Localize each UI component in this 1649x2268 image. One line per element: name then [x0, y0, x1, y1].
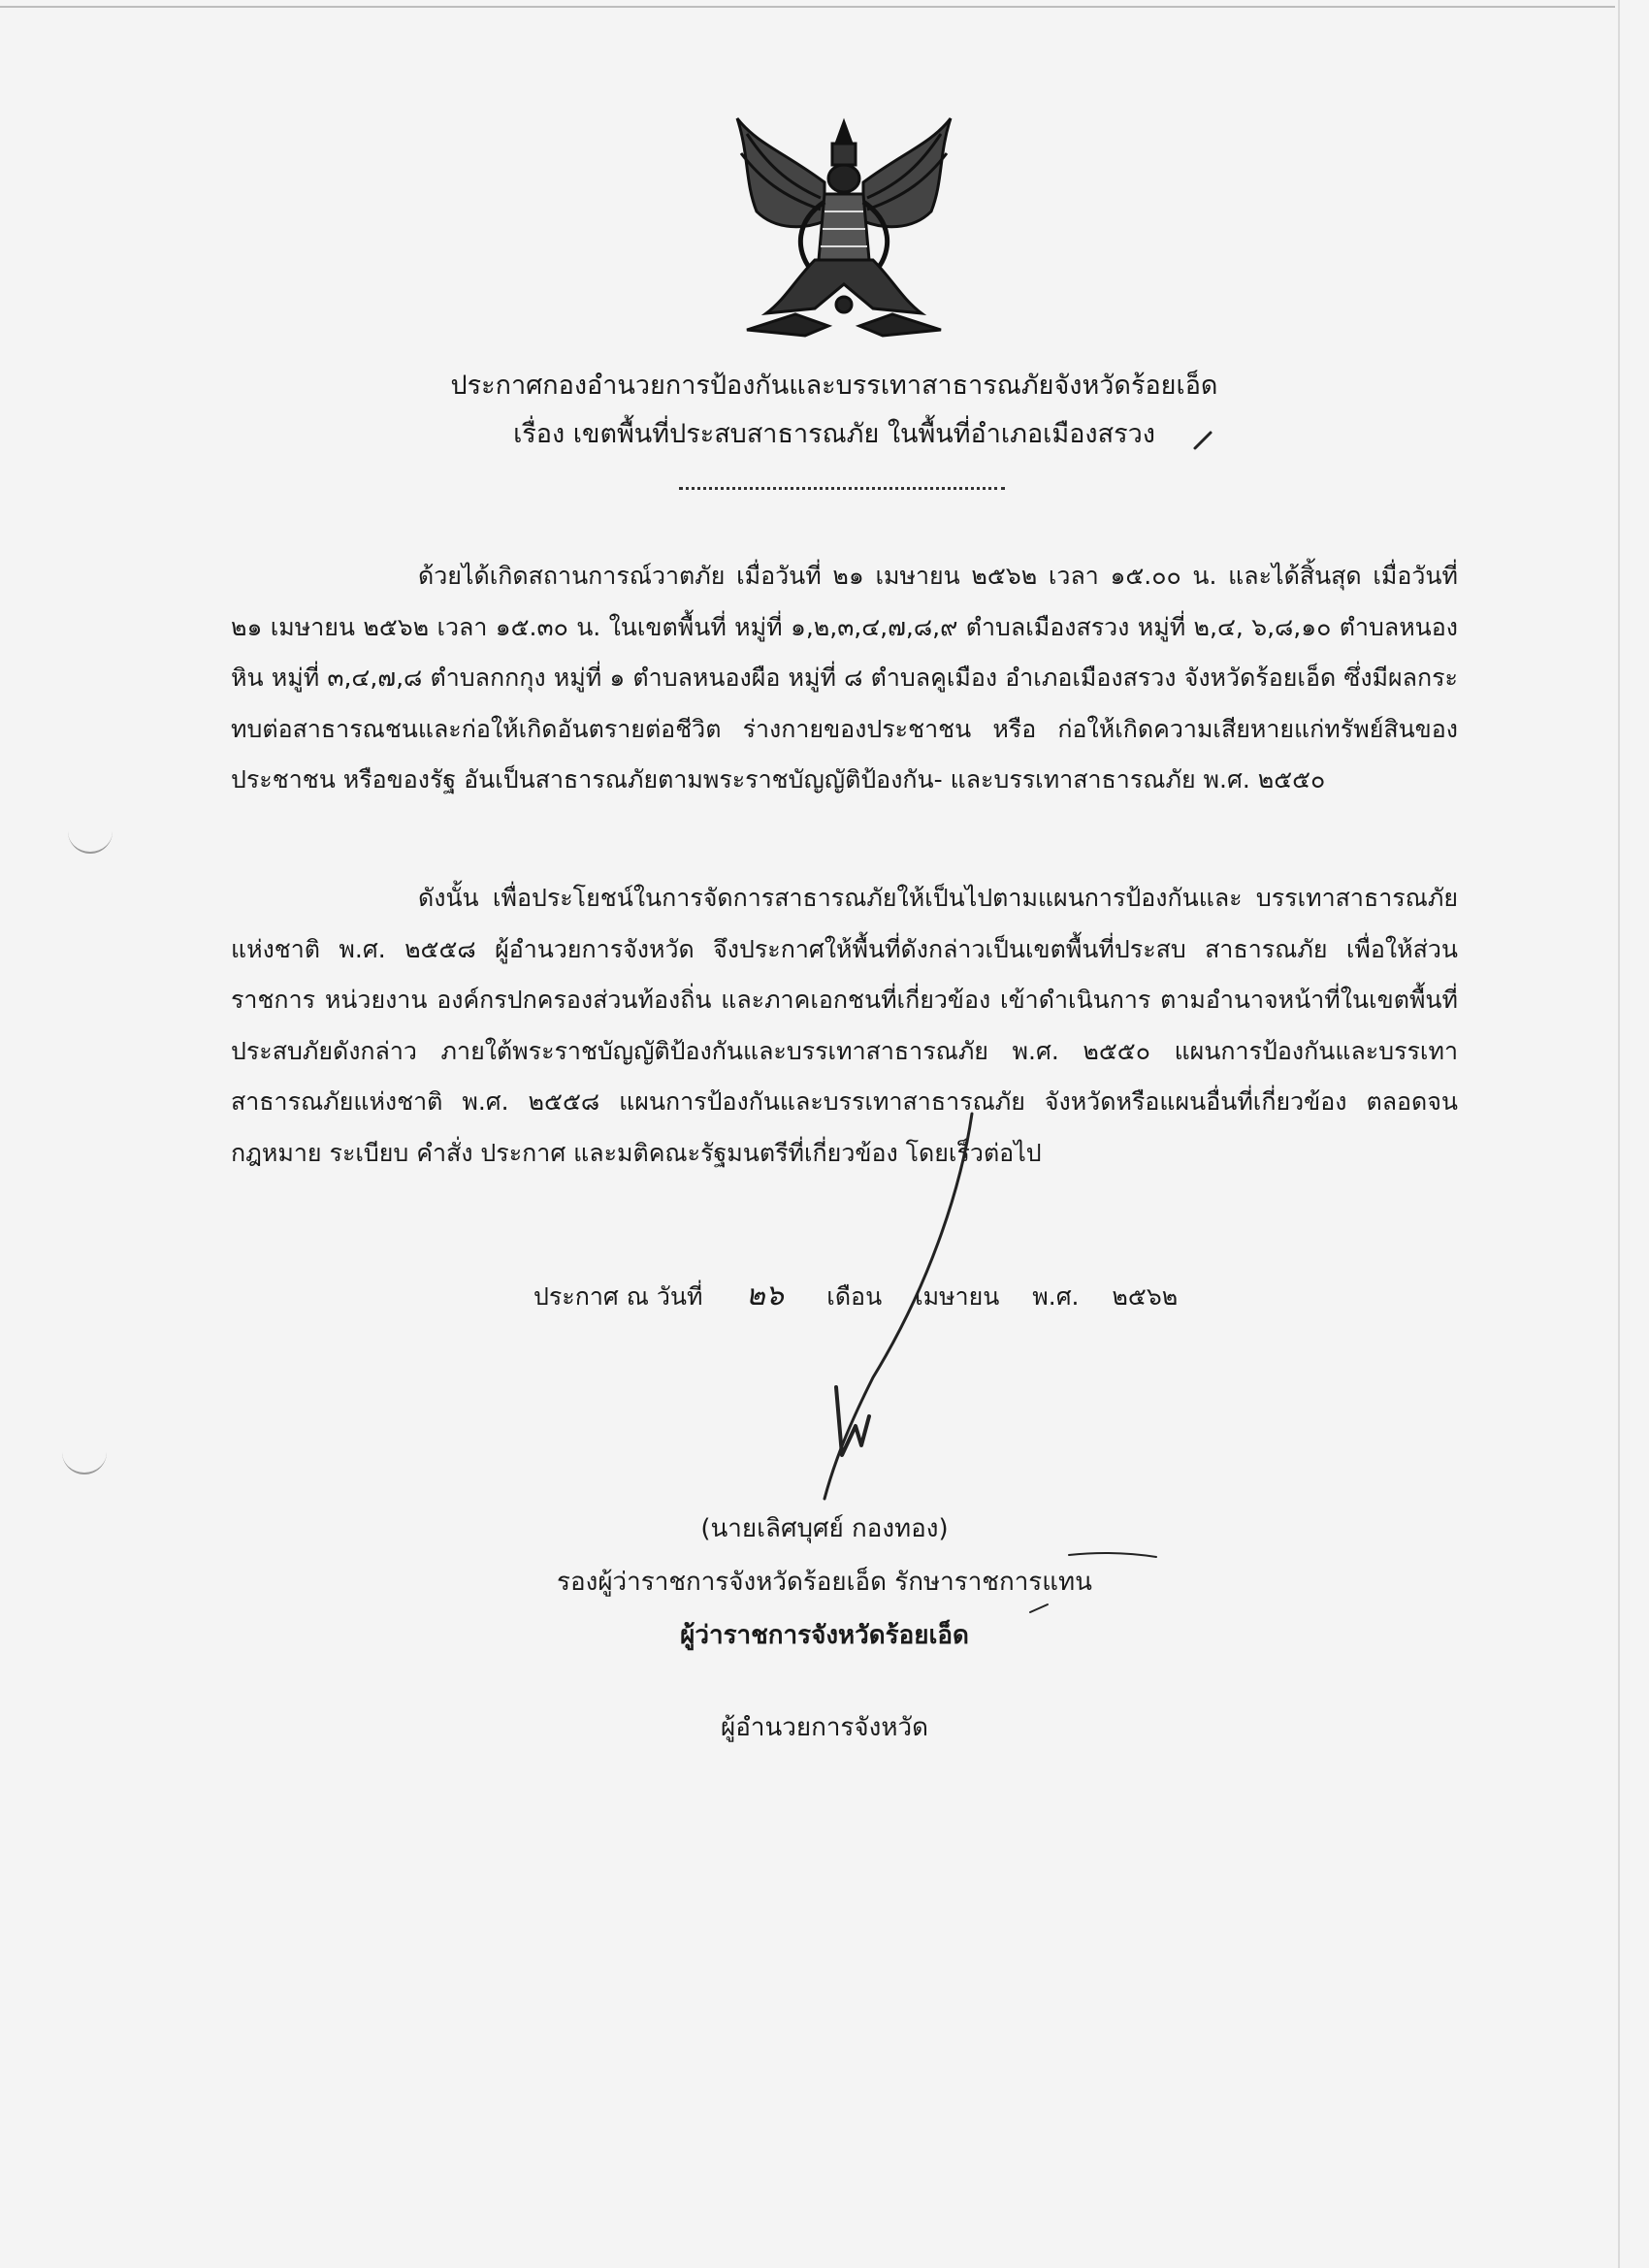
date-year-label: พ.ศ.: [1032, 1282, 1080, 1311]
announcement-title: ประกาศกองอำนวยการป้องกันและบรรเทาสาธารณภัยจังหวัดร้อยเอ็ด: [450, 371, 1218, 401]
paragraph-declaration: ดังนั้น เพื่อประโยชน์ในการจัดการสาธารณภัยให้เป็นไปตามแผนการป้องกันและ บรรเทาสาธารณภัยแห่งชาติ พ.ศ. ๒๕๕๘ ผู้อำนวยการจังหวัด จึงประกาศให้พื้นที่ดังกล่าวเป็นเขตพื้นที่ประสบ สาธารณภัย เพื่อให้ส่วนราชการ หน่วยงาน องค์กรปกครองส่วนท้องถิ่น และภาคเอกชนที่เกี่ยวข้อง เข้าดำเนินการ ตามอำนาจหน้าที่ในเขตพื้นที่ประสบภัยดังกล่าว ภายใต้พระราชบัญญัติป้องกันและบรรเทาสาธารณภัย พ.ศ. ๒๕๕๐ แผนการป้องกันและบรรเทาสาธารณภัยแห่งชาติ พ.ศ. ๒๕๕๘ แผนการป้องกันและบรรเทาสาธารณภัย จังหวัดหรือแผนอื่นที่เกี่ยวข้อง ตลอดจนกฎหมาย ระเบียบ คำสั่ง ประกาศ และมติคณะรัฐมนตรีที่เกี่ยวข้อง โดยเร็วต่อไป: [231, 884, 1458, 1167]
paragraph-situation: ด้วยได้เกิดสถานการณ์วาตภัย เมื่อวันที่ ๒๑ เมษายน ๒๕๖๒ เวลา ๑๕.๐๐ น. และได้สิ้นสุด เมื่อวันที่ ๒๑ เมษายน ๒๕๖๒ เวลา ๑๕.๓๐ น. ในเขตพื้นที่ หมู่ที่ ๑,๒,๓,๔,๗,๘,๙ ตำบลเมืองสรวง หมู่ที่ ๒,๔, ๖,๘,๑๐ ตำบลหนองหิน หมู่ที่ ๓,๔,๗,๘ ตำบลกกกุง หมู่ที่ ๑ ตำบลหนองผือ หมู่ที่ ๘ ตำบลคูเมือง อำเภอเมืองสรวง จังหวัดร้อยเอ็ด ซึ่งมีผลกระทบต่อสาธารณชนและก่อให้เกิดอันตรายต่อชีวิต ร่างกายของประชาชน หรือ ก่อให้เกิดความเสียหายแก่ทรัพย์สินของประชาชน หรือของรัฐ อันเป็นสาธารณภัยตามพระราชบัญญัติป้องกัน- และบรรเทาสาธารณภัย พ.ศ. ๒๕๕๐: [231, 562, 1458, 794]
date-prefix: ประกาศ ณ วันที่: [534, 1282, 703, 1311]
punch-hole-mark: [62, 1443, 107, 1474]
announcement-subject: เรื่อง เขตพื้นที่ประสบสาธารณภัย ในพื้นที่อำเภอเมืองสรวง: [513, 419, 1155, 449]
date-day: ๒๖: [745, 1279, 784, 1312]
dotted-separator: [679, 487, 1005, 490]
scan-right-edge: [1618, 0, 1620, 2268]
signature-mark: [836, 1387, 869, 1455]
signatory-position-governor: ผู้ว่าราชการจังหวัดร้อยเอ็ด: [680, 1621, 969, 1650]
signatory-name: (นายเลิศบุศย์ กองทอง): [700, 1514, 949, 1543]
underline-mark: [1069, 1553, 1156, 1557]
garuda-emblem-icon: [728, 114, 960, 340]
date-month-label: เดือน: [826, 1282, 883, 1311]
tick-mark: [1030, 1604, 1048, 1612]
scan-top-edge: [0, 0, 1615, 8]
date-line: [534, 1273, 1178, 1318]
punch-hole-mark: [68, 823, 113, 854]
date-year: ๒๕๖๒: [1112, 1282, 1179, 1311]
signatory-position: รองผู้ว่าราชการจังหวัดร้อยเอ็ด รักษาราชการแทน: [557, 1568, 1092, 1597]
date-month: เมษายน: [915, 1282, 1000, 1311]
signatory-role: ผู้อำนวยการจังหวัด: [721, 1713, 928, 1742]
